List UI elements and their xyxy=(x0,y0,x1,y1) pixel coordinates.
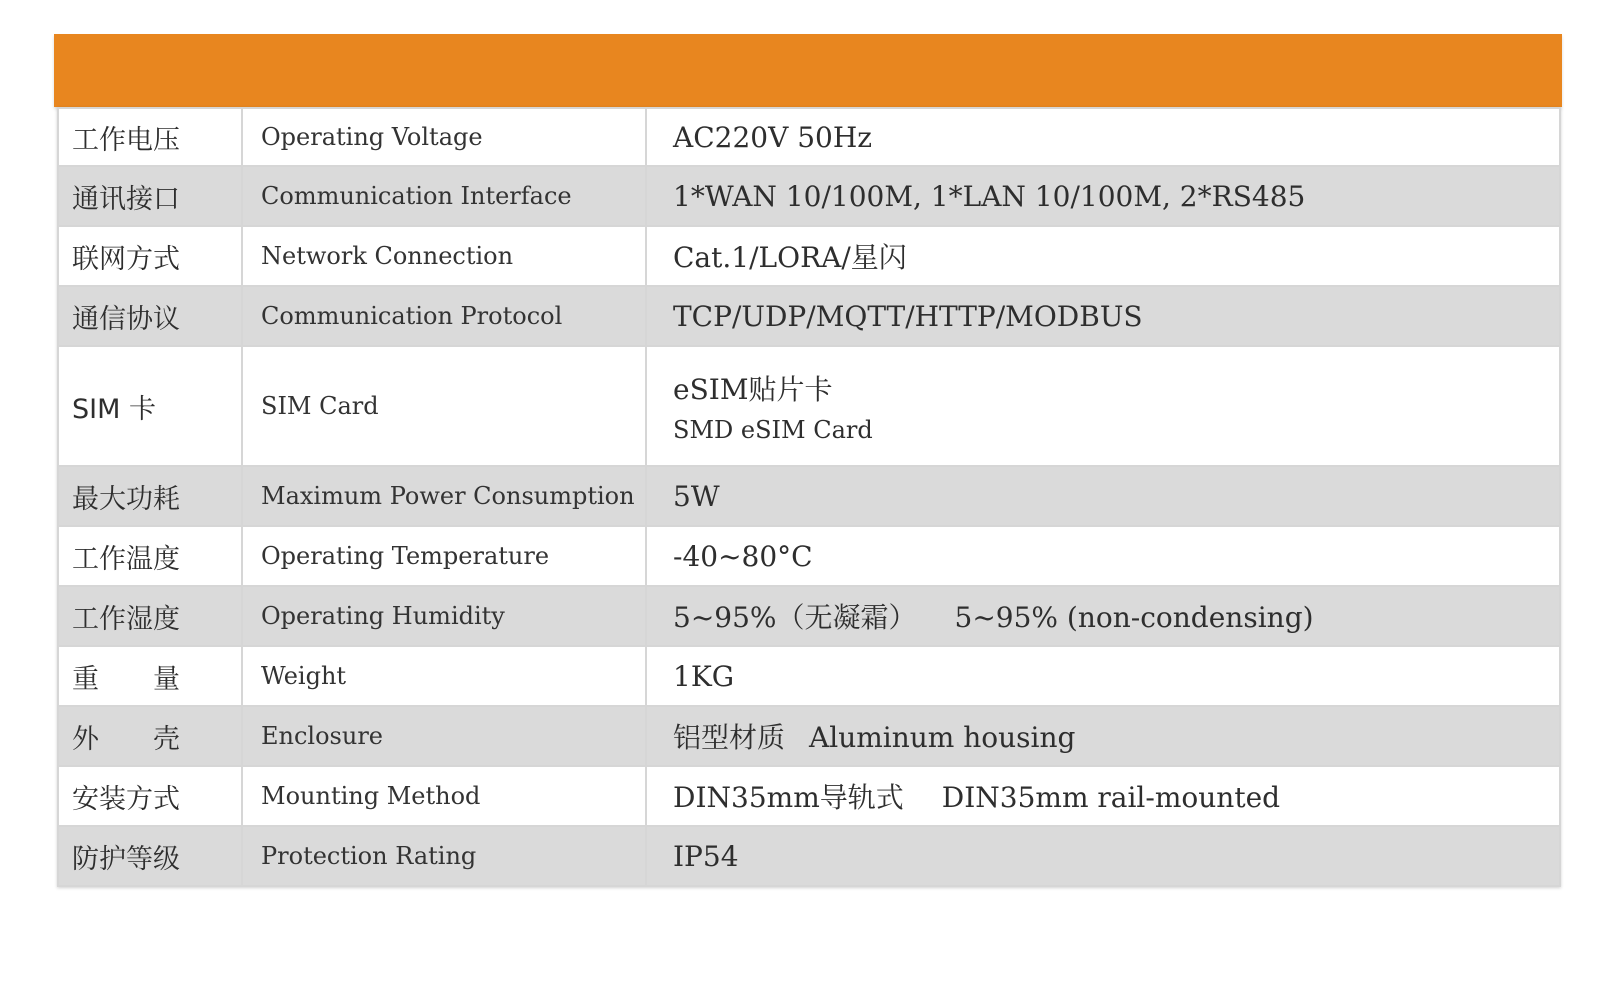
spec-table xyxy=(57,107,1561,887)
spec-label-cn: 通信协议 xyxy=(58,286,242,346)
spec-value-en: DIN35mm rail-mounted xyxy=(941,781,1281,814)
spec-value: -40~80°C xyxy=(646,526,1560,586)
spec-value: eSIM贴片卡 xyxy=(673,373,833,406)
spec-value: TCP/UDP/MQTT/HTTP/MODBUS xyxy=(646,286,1560,346)
table-row xyxy=(58,108,1560,166)
table-row xyxy=(58,826,1560,886)
spec-label-cn: 工作电压 xyxy=(58,108,242,166)
table-row xyxy=(58,646,1560,706)
spec-value: 1*WAN 10/100M, 1*LAN 10/100M, 2*RS485 xyxy=(646,166,1560,226)
spec-value-cell xyxy=(646,766,1560,826)
table-row xyxy=(58,526,1560,586)
table-row xyxy=(58,166,1560,226)
spec-label-en: SIM Card xyxy=(242,346,646,466)
spec-value: 铝型材质 xyxy=(673,721,786,754)
table-row xyxy=(58,286,1560,346)
table-row xyxy=(58,766,1560,826)
table-row xyxy=(58,466,1560,526)
spec-label-en: Operating Voltage xyxy=(242,108,646,166)
spec-label-cn: 防护等级 xyxy=(58,826,242,886)
spec-value: DIN35mm导轨式 xyxy=(673,781,904,814)
spec-value: 5W xyxy=(646,466,1560,526)
spec-label-cn: 联网方式 xyxy=(58,226,242,286)
orange-header-bar xyxy=(54,34,1562,107)
spec-label-en: Communication Interface xyxy=(242,166,646,226)
spec-value: 5~95%（无凝霜） xyxy=(673,601,917,634)
table-row xyxy=(58,346,1560,466)
spec-label-cn: 安装方式 xyxy=(58,766,242,826)
spec-label-en: Maximum Power Consumption xyxy=(242,466,646,526)
spec-value: Cat.1/LORA/星闪 xyxy=(646,226,1560,286)
spec-value: AC220V 50Hz xyxy=(646,108,1560,166)
spec-label-en: Protection Rating xyxy=(242,826,646,886)
spec-label-cn: SIM 卡 xyxy=(58,346,242,466)
spec-value-en: SMD eSIM Card xyxy=(673,416,873,444)
spec-label-en: Operating Temperature xyxy=(242,526,646,586)
spec-label-cn: 重 量 xyxy=(58,646,242,706)
table-row xyxy=(58,586,1560,646)
spec-label-en: Operating Humidity xyxy=(242,586,646,646)
spec-value-cell xyxy=(646,346,1560,466)
spec-value-en: 5~95% (non-condensing) xyxy=(954,601,1314,634)
table-row xyxy=(58,706,1560,766)
spec-label-en: Network Connection xyxy=(242,226,646,286)
spec-label-cn: 工作温度 xyxy=(58,526,242,586)
spec-label-cn: 通讯接口 xyxy=(58,166,242,226)
spec-label-en: Weight xyxy=(242,646,646,706)
spec-label-en: Communication Protocol xyxy=(242,286,646,346)
spec-value: IP54 xyxy=(646,826,1560,886)
table-row xyxy=(58,226,1560,286)
spec-label-en: Mounting Method xyxy=(242,766,646,826)
spec-label-cn: 最大功耗 xyxy=(58,466,242,526)
spec-value-cell xyxy=(646,586,1560,646)
spec-label-cn: 工作湿度 xyxy=(58,586,242,646)
spec-label-en: Enclosure xyxy=(242,706,646,766)
spec-label-cn: 外 壳 xyxy=(58,706,242,766)
spec-value: 1KG xyxy=(646,646,1560,706)
spec-value-en: Aluminum housing xyxy=(809,721,1076,754)
spec-value-cell xyxy=(646,706,1560,766)
